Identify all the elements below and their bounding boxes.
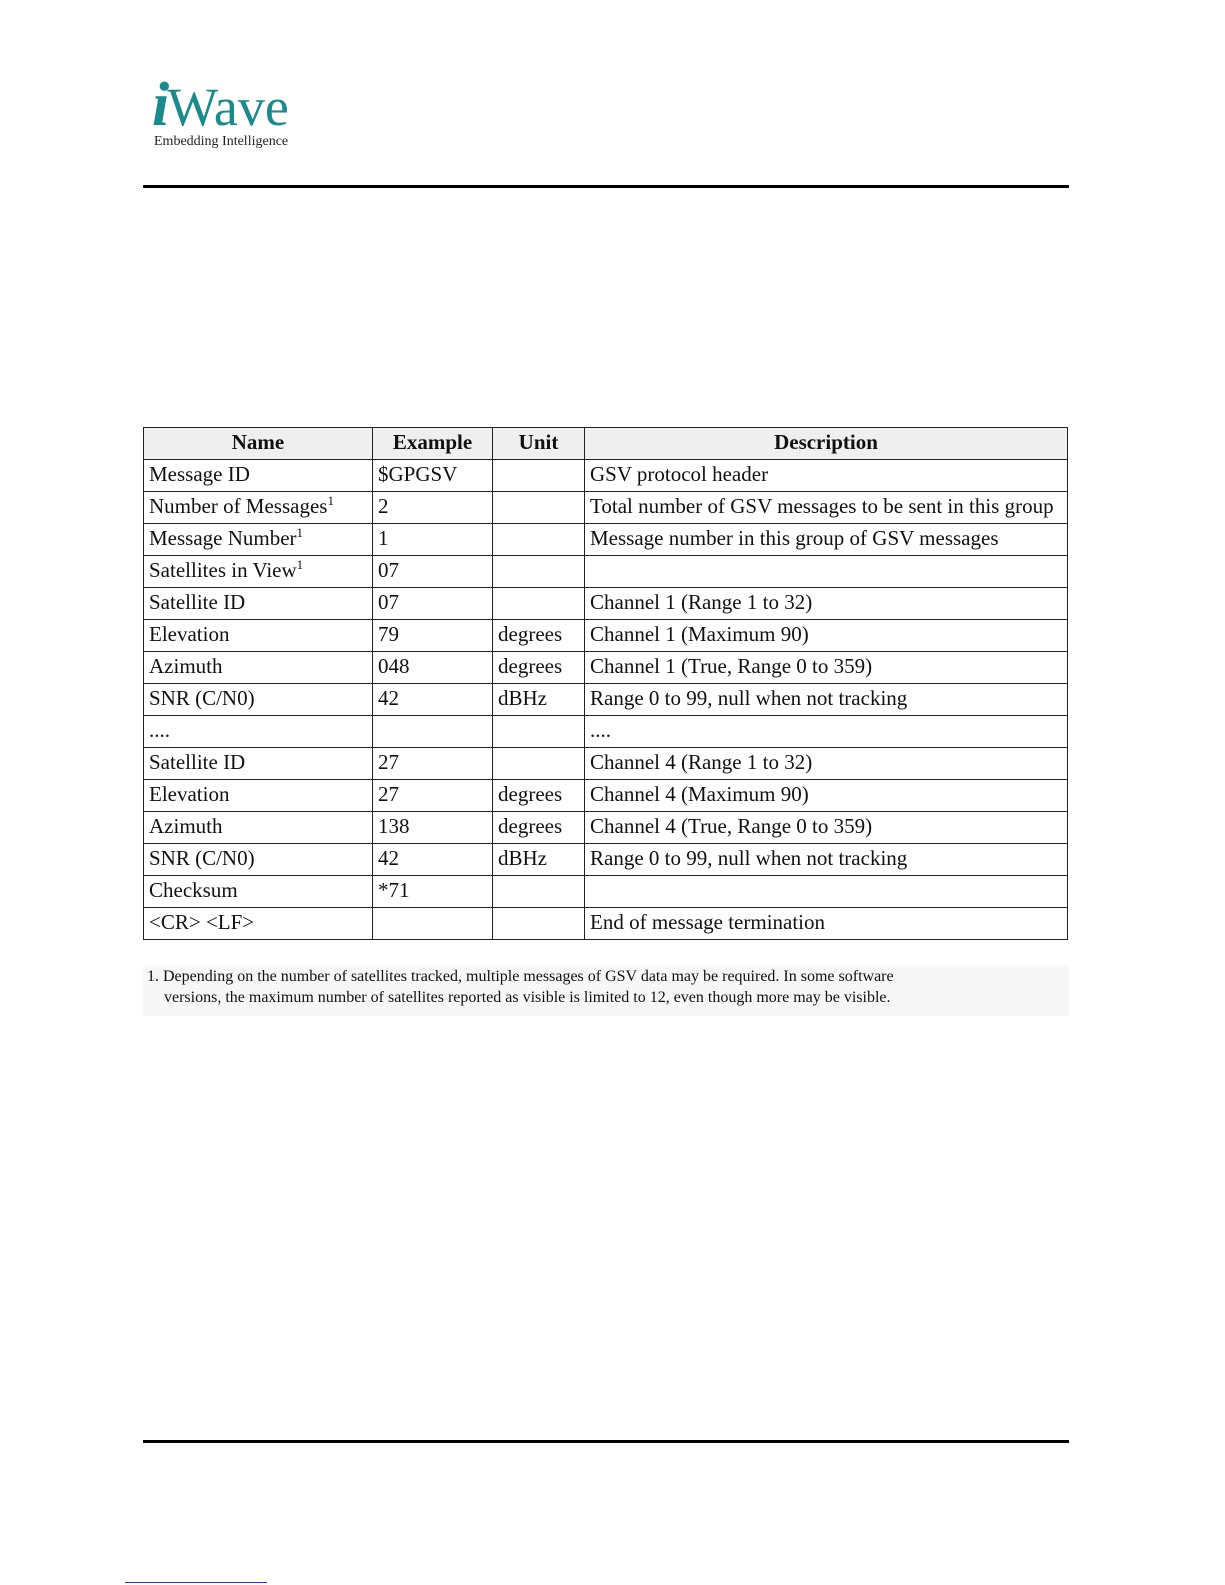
cell-name [144,460,373,492]
cell-example: 42 [373,684,493,716]
cell-unit: degrees [493,780,585,812]
table-row [144,524,1068,556]
cell-unit [493,524,585,556]
table-row [144,876,1068,908]
cell-name [144,652,373,684]
field-name: Azimuth [149,814,223,838]
cell-unit: degrees [493,620,585,652]
field-name: .... [149,718,170,742]
cell-name [144,812,373,844]
table-row [144,460,1068,492]
column-header-name: Name [144,428,373,460]
table-row [144,588,1068,620]
logo-wordmark [152,70,289,141]
field-name: Checksum [149,878,238,902]
cell-example: 1 [373,524,493,556]
cell-example: 07 [373,556,493,588]
header-rule [143,185,1069,188]
cell-unit [493,588,585,620]
footer-rule [143,1440,1069,1443]
cell-unit: degrees [493,652,585,684]
table-footnote [143,966,1069,1016]
footnote-marker: 1 [327,493,334,508]
cell-description: Total number of GSV messages to be sent in this group [585,492,1068,524]
cell-example: *71 [373,876,493,908]
cell-unit [493,556,585,588]
cell-description: Channel 4 (Range 1 to 32) [585,748,1068,780]
cell-description: Channel 4 (True, Range 0 to 359) [585,812,1068,844]
table-row [144,908,1068,940]
logo-wave: Wave [167,77,289,137]
table-row [144,716,1068,748]
cell-unit [493,876,585,908]
cell-unit [493,748,585,780]
cell-example: 048 [373,652,493,684]
cell-description: GSV protocol header [585,460,1068,492]
cell-example [373,908,493,940]
table-row [144,748,1068,780]
footer-link-underline [125,1582,267,1583]
table-row [144,492,1068,524]
table-body [144,460,1068,940]
cell-name [144,716,373,748]
gsv-message-table [143,427,1068,940]
cell-example: 42 [373,844,493,876]
cell-name [144,684,373,716]
table-row [144,780,1068,812]
logo-i: i [152,71,168,139]
cell-example: 138 [373,812,493,844]
cell-name [144,844,373,876]
cell-description: .... [585,716,1068,748]
cell-unit: dBHz [493,684,585,716]
footnote-line-2: versions, the maximum number of satellites reported as visible is limited to 12, even though more may be visible. [164,989,891,1006]
footnote-line-1: 1. Depending on the number of satellites tracked, multiple messages of GSV data may be required. In some software [147,968,894,985]
column-header-example: Example [373,428,493,460]
cell-unit [493,492,585,524]
cell-name [144,492,373,524]
footnote-marker: 1 [296,557,304,572]
table-row [144,684,1068,716]
table-row [144,844,1068,876]
cell-example: $GPGSV [373,460,493,492]
field-name: Elevation [149,622,230,646]
cell-unit [493,716,585,748]
field-name: SNR (C/N0) [149,686,255,710]
cell-name [144,556,373,588]
field-name: Satellite ID [149,590,246,614]
cell-description: Channel 4 (Maximum 90) [585,780,1068,812]
cell-name [144,588,373,620]
cell-name [144,780,373,812]
cell-name [144,908,373,940]
cell-description: End of message termination [585,908,1068,940]
footnote-marker: 1 [296,525,304,540]
column-header-unit: Unit [493,428,585,460]
cell-name [144,876,373,908]
cell-description: Message number in this group of GSV messages [585,524,1068,556]
cell-description: Channel 1 (Maximum 90) [585,620,1068,652]
column-header-description: Description [585,428,1068,460]
cell-name [144,620,373,652]
cell-example: 79 [373,620,493,652]
cell-example [373,716,493,748]
table-row [144,652,1068,684]
cell-example: 07 [373,588,493,620]
cell-example: 27 [373,780,493,812]
table-header-row [144,428,1068,460]
cell-example: 2 [373,492,493,524]
cell-description: Range 0 to 99, null when not tracking [585,684,1068,716]
table-row [144,812,1068,844]
field-name: SNR (C/N0) [149,846,255,870]
field-name: Satellite ID [149,750,246,774]
cell-unit [493,460,585,492]
cell-name [144,748,373,780]
company-logo [152,66,312,156]
field-name: Message ID [149,462,250,486]
cell-description: Channel 1 (Range 1 to 32) [585,588,1068,620]
cell-unit: dBHz [493,844,585,876]
field-name: Message Number [149,526,297,550]
cell-unit [493,908,585,940]
field-name: Elevation [149,782,230,806]
cell-example: 27 [373,748,493,780]
table-row [144,556,1068,588]
cell-description [585,876,1068,908]
cell-description [585,556,1068,588]
logo-tagline: Embedding Intelligence [154,134,289,149]
field-name: <CR> <LF> [149,910,255,934]
cell-description: Range 0 to 99, null when not tracking [585,844,1068,876]
table-row [144,620,1068,652]
field-name: Number of Messages [149,494,328,518]
cell-description: Channel 1 (True, Range 0 to 359) [585,652,1068,684]
field-name: Satellites in View [149,558,297,582]
field-name: Azimuth [149,654,223,678]
cell-name [144,524,373,556]
cell-unit: degrees [493,812,585,844]
